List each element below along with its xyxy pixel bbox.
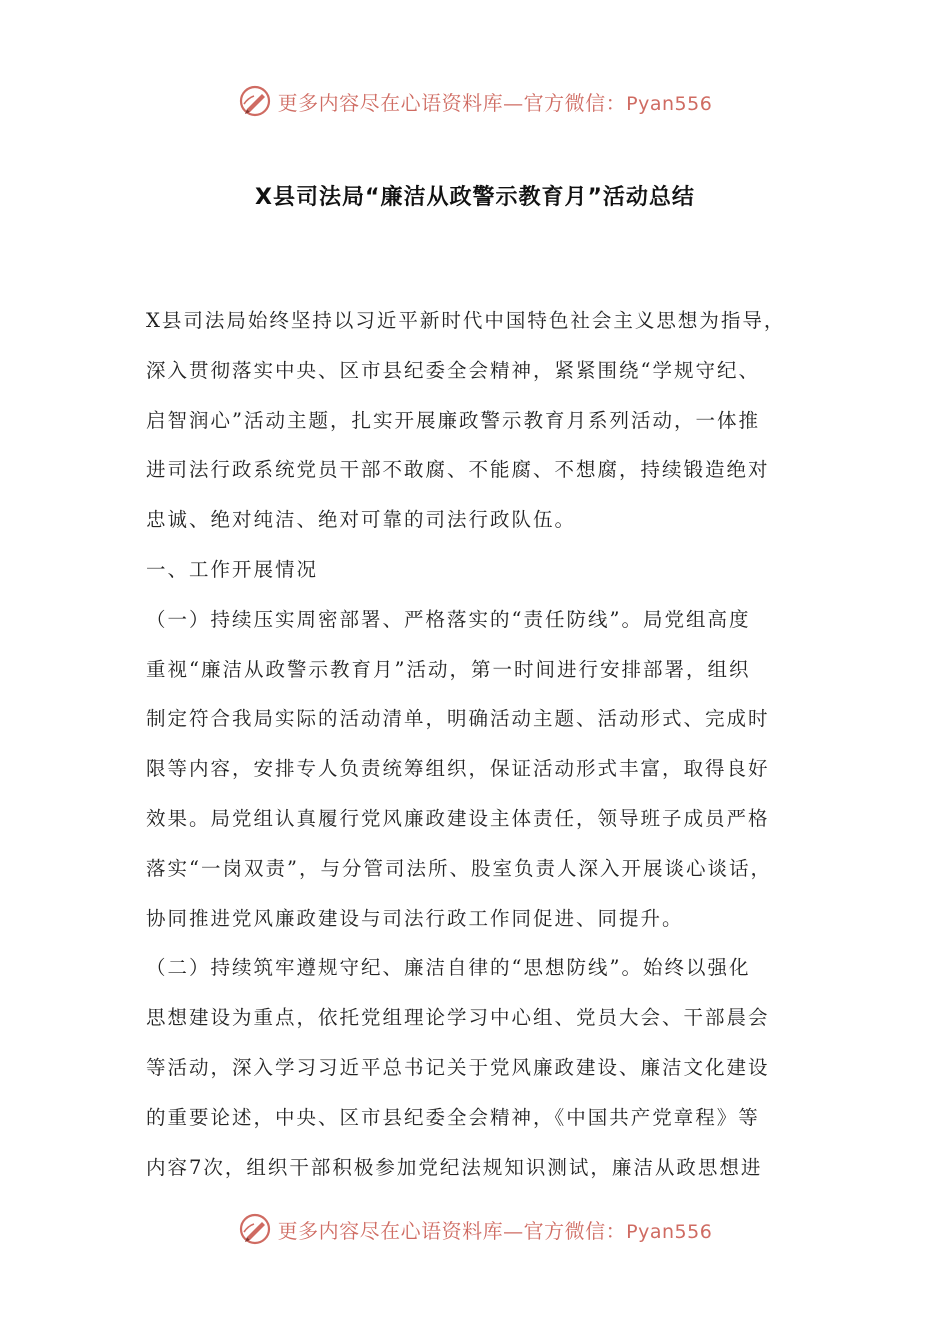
body-line: 效果。局党组认真履行党风廉政建设主体责任，领导班子成员严格 <box>146 806 770 830</box>
body-line: 内容7次，组织干部积极参加党纪法规知识测试，廉洁从政思想进 <box>146 1155 763 1179</box>
footer-watermark <box>0 1212 950 1246</box>
body-line: 制定符合我局实际的活动清单，明确活动主题、活动形式、完成时 <box>146 707 770 731</box>
body-line: （一）持续压实周密部署、严格落实的“责任防线”。局党组高度 <box>146 607 751 631</box>
document-title: X县司法局“廉洁从政警示教育月”活动总结 <box>255 185 695 210</box>
body-line: X县司法局始终坚持以习近平新时代中国特色社会主义思想为指导， <box>146 309 786 332</box>
body-line: 重视“廉洁从政警示教育月”活动，第一时间进行安排部署，组织 <box>146 657 751 681</box>
body-line: 进司法行政系统党员干部不敢腐、不能腐、不想腐，持续锻造绝对 <box>146 458 770 482</box>
document-body <box>146 296 811 1192</box>
body-line: （二）持续筑牢遵规守纪、廉洁自律的“思想防线”。始终以强化 <box>146 956 751 980</box>
body-line: 启智润心”活动主题，扎实开展廉政警示教育月系列活动，一体推 <box>146 408 760 432</box>
body-line: 限等内容，安排专人负责统筹组织，保证活动形式丰富，取得良好 <box>146 757 770 781</box>
section-heading: 一、工作开展情况 <box>146 557 319 581</box>
pen-logo-icon <box>238 84 272 118</box>
body-line: 深入贯彻落实中央、区市县纪委全会精神，紧紧围绕“学规守纪、 <box>146 358 760 382</box>
body-line: 协同推进党风廉政建设与司法行政工作同促进、同提升。 <box>146 906 684 930</box>
header-watermark <box>0 84 950 118</box>
body-line: 忠诚、绝对纯洁、绝对可靠的司法行政队伍。 <box>146 508 577 532</box>
watermark-text: 更多内容尽在心语资料库—官方微信：Pyan556 <box>277 90 713 115</box>
body-line: 等活动，深入学习习近平总书记关于党风廉政建设、廉洁文化建设 <box>146 1055 770 1079</box>
body-line: 的重要论述，中央、区市县纪委全会精神，《中国共产党章程》等 <box>146 1105 760 1129</box>
watermark-text: 更多内容尽在心语资料库—官方微信：Pyan556 <box>277 1218 713 1243</box>
pen-logo-icon <box>238 1212 272 1246</box>
body-line: 思想建设为重点，依托党组理论学习中心组、党员大会、干部晨会 <box>146 1006 770 1030</box>
body-line: 落实“一岗双责”，与分管司法所、股室负责人深入开展谈心谈话， <box>146 856 772 880</box>
